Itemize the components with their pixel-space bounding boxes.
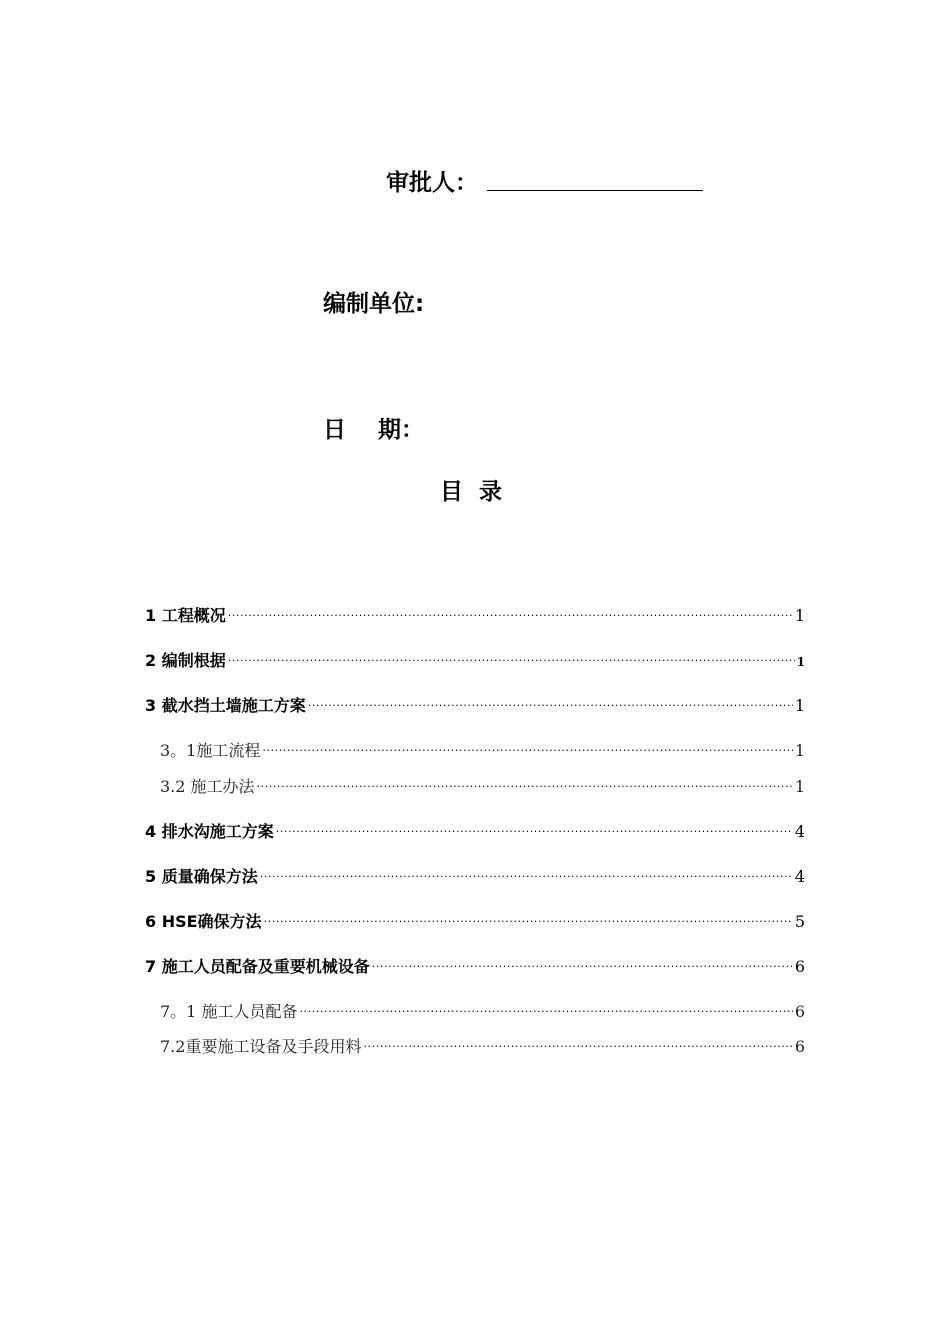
toc-entry-label: 7 施工人员配备及重要机械设备 (145, 957, 370, 976)
toc-entry-page: 5 (794, 912, 805, 931)
toc-dot-leader (228, 599, 793, 621)
toc-entry-7[interactable] (145, 950, 805, 976)
toc-entry-1[interactable] (145, 599, 805, 625)
toc-entry-6[interactable] (145, 905, 805, 931)
toc-entry-page: 1 (796, 655, 805, 669)
toc-entry-page: 1 (794, 741, 805, 760)
toc-entry-page: 4 (794, 867, 805, 886)
toc-dot-leader (276, 815, 793, 837)
date-label: 日 期： (323, 417, 425, 443)
toc-entry-page: 1 (794, 777, 805, 796)
toc-entry-3[interactable] (145, 689, 805, 715)
compiling-unit-label: 编制单位: (323, 291, 425, 317)
toc-entry-label: 4 排水沟施工方案 (145, 822, 274, 841)
toc-entry-2[interactable] (145, 644, 805, 670)
toc-entry-label: 2 编制根据 (145, 651, 226, 670)
toc-entry-4[interactable] (145, 815, 805, 841)
toc-entry-label: 3 截水挡土墙施工方案 (145, 696, 306, 715)
toc-dot-leader (260, 860, 793, 882)
toc-dot-leader (262, 734, 792, 756)
toc-entry-7-2[interactable] (160, 1030, 805, 1056)
toc-entry-label: 1 工程概况 (145, 606, 226, 625)
toc-entry-3-2[interactable] (160, 770, 805, 796)
toc-entry-label: 3。1施工流程 (160, 741, 261, 760)
toc-entry-label: 7.2重要施工设备及手段用料 (160, 1037, 362, 1056)
toc-dot-leader (264, 905, 793, 927)
toc-title: 目 录 (440, 479, 503, 505)
toc-entry-page: 1 (794, 696, 805, 715)
toc-entry-page: 6 (794, 1037, 805, 1056)
toc-entry-3-1[interactable] (160, 734, 805, 760)
toc-entry-page: 1 (794, 606, 805, 625)
toc-dot-leader (363, 1030, 792, 1052)
toc-dot-leader (228, 644, 795, 666)
toc-entry-page: 4 (794, 822, 805, 841)
toc-entry-label: 3.2 施工办法 (160, 777, 255, 796)
toc-entry-5[interactable] (145, 860, 805, 886)
toc-entry-page: 6 (794, 957, 805, 976)
toc-entry-label: 7。1 施工人员配备 (160, 1002, 298, 1021)
toc-entry-page: 6 (794, 1002, 805, 1021)
toc-dot-leader (257, 770, 793, 792)
toc-dot-leader (299, 995, 792, 1017)
approver-label: 审批人： (386, 170, 478, 196)
toc-dot-leader (372, 950, 793, 972)
approver-signature-line (487, 190, 703, 191)
toc-entry-label: 5 质量确保方法 (145, 867, 258, 886)
toc-dot-leader (308, 689, 793, 711)
toc-entry-label: 6 HSE确保方法 (145, 912, 262, 931)
toc-entry-7-1[interactable] (160, 995, 805, 1021)
